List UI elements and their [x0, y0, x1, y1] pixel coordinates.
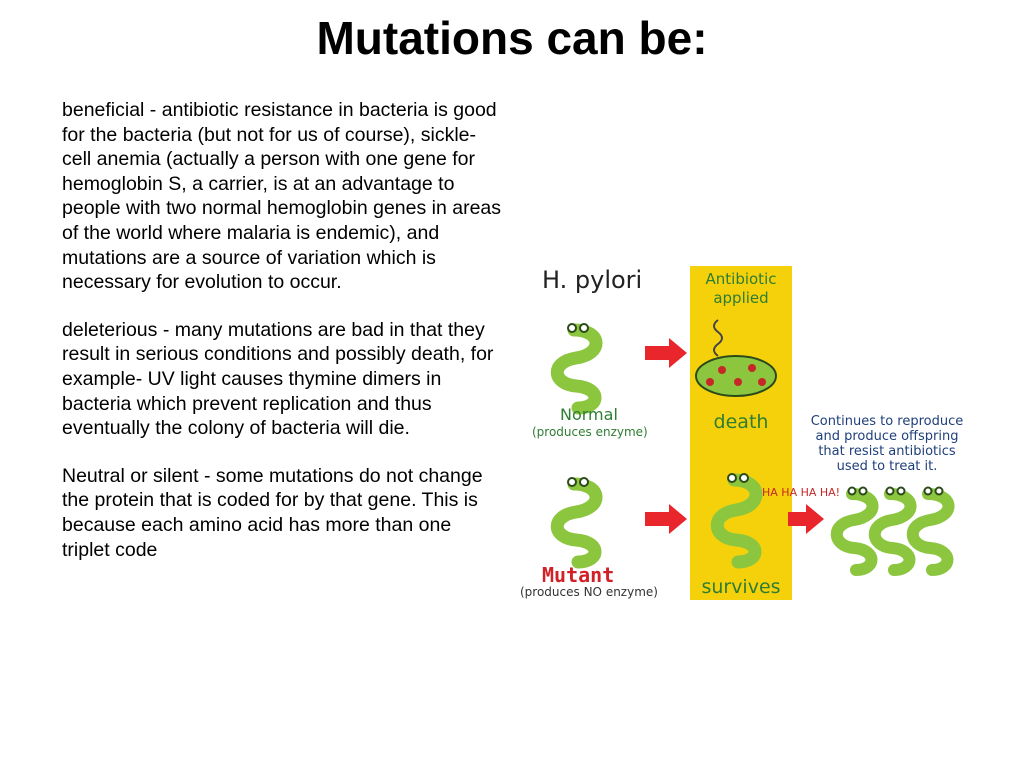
body-text — [62, 98, 502, 585]
laugh-label: HA HA HA HA! — [762, 486, 841, 499]
offspring-bacteria-icon — [837, 494, 949, 570]
paragraph-deleterious: deleterious - many mutations are bad in that they result in serious conditions and possibly death, for example- UV light causes thymine dimers in bacteria which prevent replication and thus eventually the colony of bacteria will die. — [62, 318, 494, 440]
organism-label: H. pylori — [542, 266, 643, 294]
note-line-2: and produce offspring — [815, 429, 959, 444]
note-line-3: that resist antibiotics — [818, 444, 956, 459]
antibiotic-label-line1: Antibiotic — [705, 270, 777, 288]
mutant-sublabel: (produces NO enzyme) — [520, 585, 658, 599]
arrow-bottom-left-icon — [645, 504, 687, 534]
slide-title: Mutations can be: — [316, 12, 708, 64]
normal-label: Normal — [560, 405, 618, 424]
survives-label: survives — [701, 576, 781, 598]
death-label: death — [713, 411, 769, 433]
antibiotic-band — [690, 266, 792, 600]
h-pylori-figure — [512, 258, 982, 608]
normal-sublabel: (produces enzyme) — [532, 425, 648, 439]
normal-bacterium-icon — [557, 330, 596, 408]
arrow-top-icon — [645, 338, 687, 368]
mutant-bacterium-icon — [557, 484, 596, 562]
antibiotic-label-line2: applied — [713, 289, 769, 307]
mutant-label: Mutant — [542, 563, 615, 587]
paragraph-beneficial: beneficial - antibiotic resistance in bacteria is good for the bacteria (but not for us of course), sickle-cell anemia (actually a person with one gene for hemoglobin S, a carrier, is at an advantage to people with two normal hemoglobin genes in areas of the world where malaria is endemic), and mutations are a source of variation which is necessary for evolution to occur. — [62, 99, 502, 294]
paragraph-neutral: Neutral or silent - some mutations do not change the protein that is coded for by that gene. This is because each amino acid has more than one triplet code — [62, 464, 483, 561]
note-line-4: used to treat it. — [836, 459, 938, 474]
reproduce-note — [802, 414, 972, 474]
note-line-1: Continues to reproduce — [810, 414, 964, 429]
arrow-bottom-right-icon — [788, 504, 824, 534]
